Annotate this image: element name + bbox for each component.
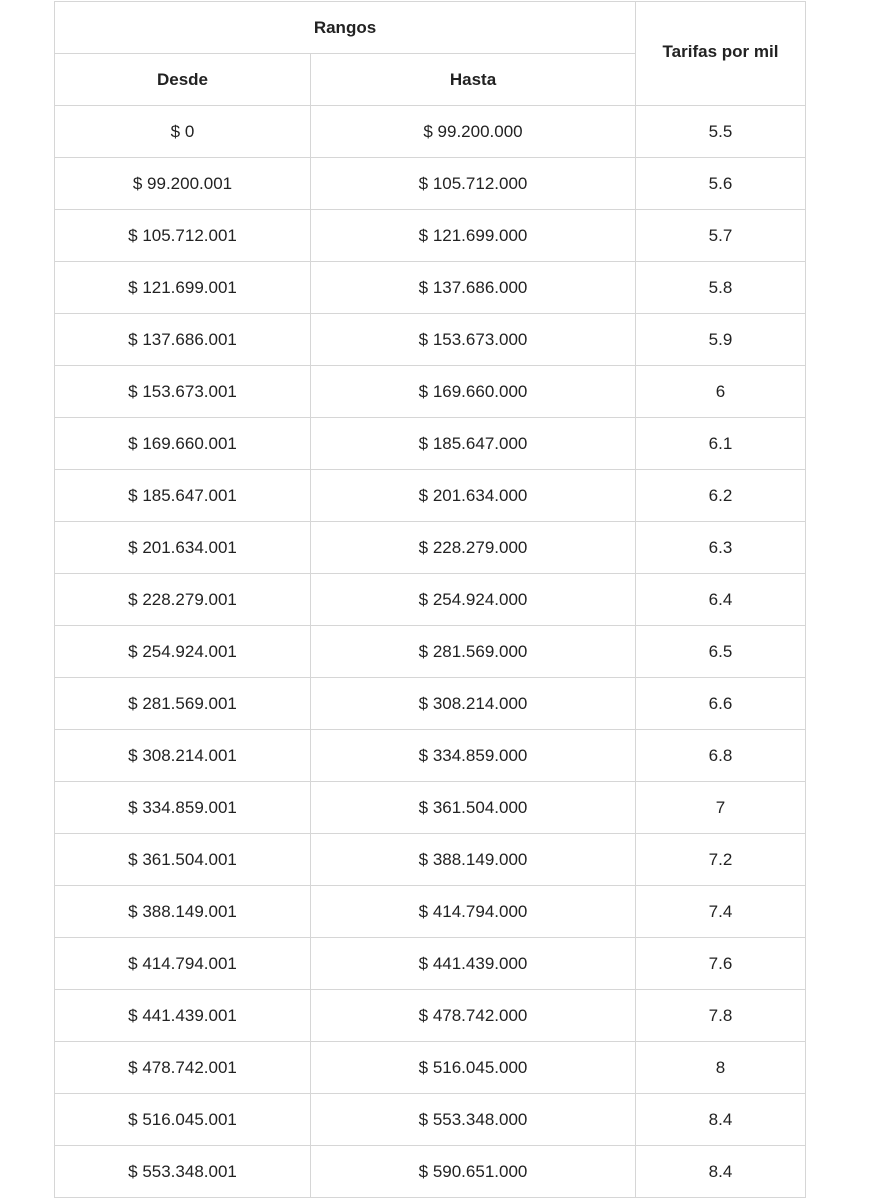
cell-tarifa: 7.4 bbox=[636, 886, 806, 938]
cell-hasta: $ 185.647.000 bbox=[311, 418, 636, 470]
header-row-group bbox=[55, 2, 806, 54]
table-row bbox=[55, 834, 806, 886]
table-row bbox=[55, 1094, 806, 1146]
cell-desde: $ 121.699.001 bbox=[55, 262, 311, 314]
cell-tarifa: 5.6 bbox=[636, 158, 806, 210]
header-rangos: Rangos bbox=[55, 2, 636, 54]
table-row bbox=[55, 210, 806, 262]
cell-desde: $ 0 bbox=[55, 106, 311, 158]
cell-desde: $ 281.569.001 bbox=[55, 678, 311, 730]
cell-desde: $ 169.660.001 bbox=[55, 418, 311, 470]
cell-desde: $ 308.214.001 bbox=[55, 730, 311, 782]
table-row bbox=[55, 470, 806, 522]
cell-tarifa: 6.1 bbox=[636, 418, 806, 470]
cell-desde: $ 153.673.001 bbox=[55, 366, 311, 418]
cell-desde: $ 254.924.001 bbox=[55, 626, 311, 678]
cell-tarifa: 5.8 bbox=[636, 262, 806, 314]
cell-hasta: $ 254.924.000 bbox=[311, 574, 636, 626]
table-row bbox=[55, 1146, 806, 1198]
cell-tarifa: 7.8 bbox=[636, 990, 806, 1042]
cell-desde: $ 414.794.001 bbox=[55, 938, 311, 990]
table-row bbox=[55, 1042, 806, 1094]
table-row bbox=[55, 730, 806, 782]
cell-hasta: $ 478.742.000 bbox=[311, 990, 636, 1042]
cell-hasta: $ 201.634.000 bbox=[311, 470, 636, 522]
table-row bbox=[55, 106, 806, 158]
cell-hasta: $ 121.699.000 bbox=[311, 210, 636, 262]
cell-hasta: $ 169.660.000 bbox=[311, 366, 636, 418]
cell-tarifa: 6.3 bbox=[636, 522, 806, 574]
cell-tarifa: 8.4 bbox=[636, 1146, 806, 1198]
table-row bbox=[55, 418, 806, 470]
cell-hasta: $ 153.673.000 bbox=[311, 314, 636, 366]
table-row bbox=[55, 886, 806, 938]
rate-table bbox=[54, 1, 806, 1198]
cell-hasta: $ 105.712.000 bbox=[311, 158, 636, 210]
cell-hasta: $ 590.651.000 bbox=[311, 1146, 636, 1198]
cell-desde: $ 334.859.001 bbox=[55, 782, 311, 834]
cell-hasta: $ 228.279.000 bbox=[311, 522, 636, 574]
cell-tarifa: 6 bbox=[636, 366, 806, 418]
cell-tarifa: 6.6 bbox=[636, 678, 806, 730]
cell-desde: $ 228.279.001 bbox=[55, 574, 311, 626]
cell-tarifa: 6.5 bbox=[636, 626, 806, 678]
cell-hasta: $ 281.569.000 bbox=[311, 626, 636, 678]
cell-desde: $ 516.045.001 bbox=[55, 1094, 311, 1146]
cell-desde: $ 105.712.001 bbox=[55, 210, 311, 262]
cell-tarifa: 5.9 bbox=[636, 314, 806, 366]
table-row bbox=[55, 574, 806, 626]
table-row bbox=[55, 626, 806, 678]
cell-hasta: $ 137.686.000 bbox=[311, 262, 636, 314]
header-hasta: Hasta bbox=[311, 54, 636, 106]
table-row bbox=[55, 678, 806, 730]
table-row bbox=[55, 366, 806, 418]
cell-tarifa: 8.4 bbox=[636, 1094, 806, 1146]
table-row bbox=[55, 782, 806, 834]
cell-desde: $ 361.504.001 bbox=[55, 834, 311, 886]
cell-tarifa: 7.6 bbox=[636, 938, 806, 990]
cell-tarifa: 8 bbox=[636, 1042, 806, 1094]
cell-desde: $ 388.149.001 bbox=[55, 886, 311, 938]
cell-hasta: $ 414.794.000 bbox=[311, 886, 636, 938]
cell-desde: $ 201.634.001 bbox=[55, 522, 311, 574]
table-body bbox=[55, 106, 806, 1198]
rate-table-container bbox=[54, 1, 805, 1198]
cell-hasta: $ 99.200.000 bbox=[311, 106, 636, 158]
cell-hasta: $ 441.439.000 bbox=[311, 938, 636, 990]
cell-tarifa: 5.5 bbox=[636, 106, 806, 158]
cell-desde: $ 441.439.001 bbox=[55, 990, 311, 1042]
cell-tarifa: 7 bbox=[636, 782, 806, 834]
cell-desde: $ 99.200.001 bbox=[55, 158, 311, 210]
cell-hasta: $ 308.214.000 bbox=[311, 678, 636, 730]
cell-hasta: $ 361.504.000 bbox=[311, 782, 636, 834]
cell-tarifa: 7.2 bbox=[636, 834, 806, 886]
table-row bbox=[55, 262, 806, 314]
table-row bbox=[55, 938, 806, 990]
cell-desde: $ 185.647.001 bbox=[55, 470, 311, 522]
cell-hasta: $ 388.149.000 bbox=[311, 834, 636, 886]
cell-tarifa: 6.8 bbox=[636, 730, 806, 782]
table-header bbox=[55, 2, 806, 106]
cell-desde: $ 478.742.001 bbox=[55, 1042, 311, 1094]
cell-desde: $ 137.686.001 bbox=[55, 314, 311, 366]
cell-hasta: $ 516.045.000 bbox=[311, 1042, 636, 1094]
cell-hasta: $ 553.348.000 bbox=[311, 1094, 636, 1146]
cell-desde: $ 553.348.001 bbox=[55, 1146, 311, 1198]
table-row bbox=[55, 158, 806, 210]
cell-tarifa: 6.2 bbox=[636, 470, 806, 522]
table-row bbox=[55, 522, 806, 574]
header-desde: Desde bbox=[55, 54, 311, 106]
cell-tarifa: 6.4 bbox=[636, 574, 806, 626]
cell-hasta: $ 334.859.000 bbox=[311, 730, 636, 782]
cell-tarifa: 5.7 bbox=[636, 210, 806, 262]
header-tarifas-por-mil: Tarifas por mil bbox=[636, 2, 806, 106]
table-row bbox=[55, 314, 806, 366]
table-row bbox=[55, 990, 806, 1042]
